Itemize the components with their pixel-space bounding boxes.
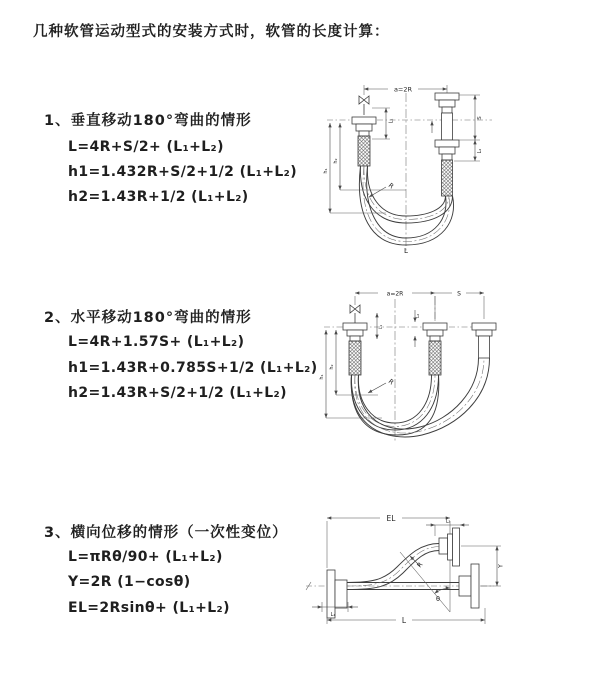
dim-label-a2r: a=2R	[386, 290, 404, 298]
dim-label-a2r: a=2R	[393, 85, 413, 94]
fitting-moving-position2	[472, 323, 496, 358]
braided-hose-section	[349, 341, 361, 375]
radius-label: R	[386, 181, 396, 191]
hose-u-bend	[359, 166, 453, 245]
dim-label-l1: L₁	[379, 324, 384, 330]
dim-label-l2: L₂	[445, 518, 451, 525]
section-1-formula-L: L=4R+S/2+ (L₁+L₂)	[68, 139, 224, 155]
flange-displaced-end	[439, 528, 460, 566]
diagram-lateral-displacement	[298, 498, 508, 660]
section-2-formula-L: L=4R+1.57S+ (L₁+L₂)	[68, 334, 245, 350]
valve-icon	[350, 305, 360, 323]
radius-construction-line	[400, 552, 450, 612]
braided-hose-section	[442, 160, 453, 196]
hose-u-bend	[351, 358, 489, 437]
angle-arc	[435, 588, 450, 594]
dim-label-s: S	[477, 116, 483, 120]
length-label: L	[401, 616, 407, 625]
section-3-formula-L: L=πRθ/90+ (L₁+L₂)	[68, 549, 223, 565]
dim-label-l1: L₁	[330, 612, 336, 618]
page-title: 几种软管运动型式的安装方式时，软管的长度计算：	[33, 24, 390, 40]
fitting-moving-position1	[423, 323, 447, 375]
section-2-formula-h1: h1=1.43R+0.785S+1/2 (L₁+L₂)	[68, 360, 318, 376]
fitting-fixed-left	[343, 323, 367, 375]
radius-label: R	[386, 377, 396, 387]
fitting-fixed-left	[352, 117, 376, 166]
diagram-horizontal-180-bend	[318, 283, 503, 451]
angle-label: θ	[436, 595, 440, 603]
dim-label-el: EL	[386, 514, 396, 523]
valve-icon	[359, 96, 369, 115]
section-1-formula-h2: h2=1.43R+1/2 (L₁+L₂)	[68, 189, 249, 205]
section-3-formula-EL: EL=2Rsinθ+ (L₁+L₂)	[68, 600, 230, 616]
dim-label-l2: L₂	[477, 148, 483, 154]
length-label: L	[404, 247, 408, 255]
hose-straight-position	[347, 564, 479, 608]
dim-label-s: S	[457, 290, 461, 298]
dim-label-l2: L₂	[416, 313, 421, 319]
dim-label-h1: h₁	[323, 168, 329, 174]
section-1-heading: 1、垂直移动180°弯曲的情形	[44, 113, 252, 129]
section-2-formula-h2: h2=1.43R+S/2+1/2 (L₁+L₂)	[68, 385, 287, 401]
diagram-vertical-180-bend	[322, 73, 502, 255]
braided-hose-section	[358, 136, 370, 166]
section-3-formula-Y: Y=2R (1−cosθ)	[68, 574, 191, 590]
dim-label-h2: h₂	[333, 158, 339, 164]
dim-label-h1: h₁	[319, 374, 325, 380]
fitting-moving-lower	[435, 140, 459, 196]
dim-label-l1: L₁	[388, 118, 395, 124]
fitting-moving-upper	[435, 93, 459, 140]
section-3-heading: 3、横向位移的情形（一次性变位）	[44, 525, 288, 541]
dim-label-h2: h₂	[329, 364, 335, 370]
section-1-formula-h1: h1=1.432R+S/2+1/2 (L₁+L₂)	[68, 164, 298, 180]
dim-label-y: Y	[497, 564, 505, 568]
flange-fixed-end	[327, 570, 347, 618]
section-2-heading: 2、水平移动180°弯曲的情形	[44, 310, 252, 326]
radius-label: R	[415, 560, 425, 570]
braided-hose-section	[429, 341, 441, 375]
